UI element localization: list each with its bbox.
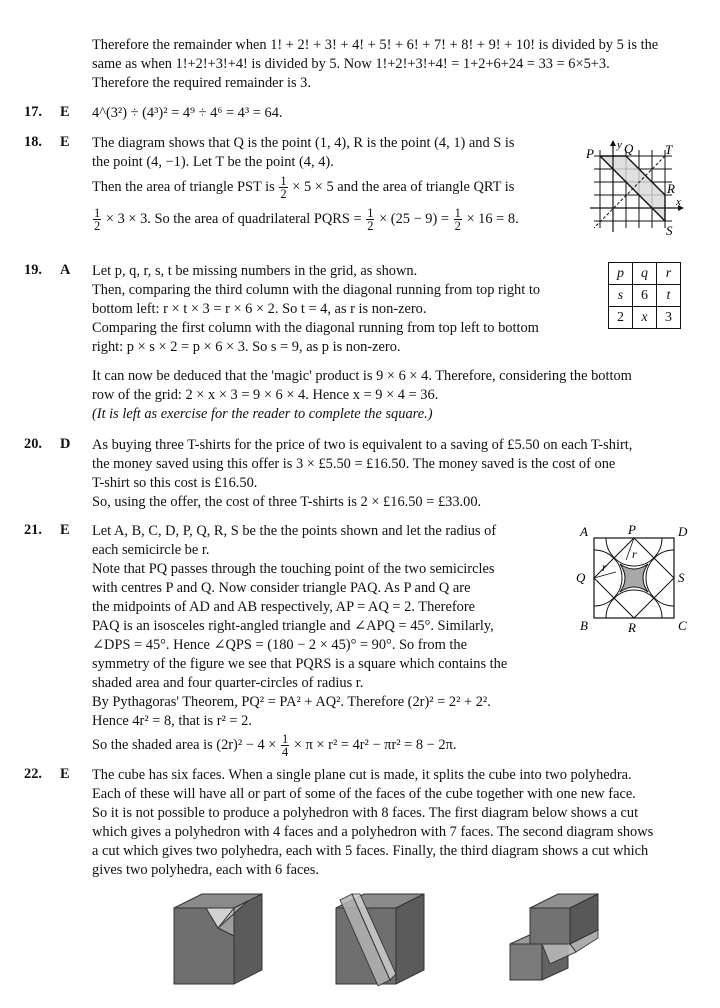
q18-line-4 (92, 207, 519, 232)
q22-line-4: which gives a polyhedron with 4 faces and a polyhedron with 7 faces. The second diagram shows (92, 824, 654, 840)
q22-line-3: So it is not possible to produce a polyhedron with 8 faces. The first diagram below shows a cut (92, 805, 639, 821)
intro-line-3: Therefore the required remainder is 3. (92, 75, 311, 91)
grid-cell: 3 (657, 307, 681, 329)
q18-line-3 (92, 175, 514, 200)
q18-line-3b: × 5 × 5 and the area of triangle QRT is (292, 178, 515, 195)
q19-magic-grid (608, 262, 681, 329)
q20-line-1: As buying three T-shirts for the price of two is equivalent to a saving of £5.50 on each T-shirt, (92, 437, 633, 453)
q21-label-B: B (580, 618, 588, 633)
cube-diagram-2 (330, 888, 430, 990)
q21-line-10: By Pythagoras' Theorem, PQ² = PA² + AQ². Therefore (2r)² = 2² + 2². (92, 694, 491, 710)
q21-label-r1: r (632, 547, 637, 561)
q18-line-2: the point (4, −1). Let T be the point (4, 4). (92, 154, 334, 170)
q22-line-6: gives two polyhedra, each with 6 faces. (92, 862, 319, 878)
q20-line-3: T-shirt so this cost is £16.50. (92, 475, 258, 491)
q21-line-5: the midpoints of AD and AB respectively, AP = AQ = 2. Therefore (92, 599, 475, 615)
grid-cell: s (609, 285, 633, 307)
q18-half-fraction-3: $\frac{1}{2}$ (367, 206, 374, 233)
q21-answer: E (60, 522, 70, 538)
q21-semicircle-diagram (574, 520, 690, 638)
cube-diagram-1 (168, 888, 268, 990)
grid-cell: p (609, 263, 633, 285)
q21-line-1: Let A, B, C, D, P, Q, R, S be the the points shown and let the radius of (92, 523, 497, 539)
grid-cell: x (633, 307, 657, 329)
q22-line-2: Each of these will have all or part of some of the faces of the cube together with one new face. (92, 786, 636, 802)
q20-number: 20. (24, 436, 42, 452)
q21-label-P: P (628, 522, 636, 537)
q21-line-3: Note that PQ passes through the touching point of the two semicircles (92, 561, 495, 577)
q18-number: 18. (24, 134, 42, 150)
q18-label-R: R (667, 181, 675, 196)
q21-line-7: ∠DPS = 45°. Hence ∠QPS = (180 − 2 × 45)° = 90°. So from the (92, 637, 467, 653)
q19-line-7: row of the grid: 2 × x × 3 = 9 × 6 × 4. Hence x = 9 × 4 = 36. (92, 387, 439, 403)
q19-line-8: (It is left as exercise for the reader to complete the square.) (92, 406, 433, 422)
q18-line-4a: × 3 × 3. So the area of quadrilateral PQRS = (105, 210, 362, 227)
q18-half-fraction-1: $\frac{1}{2}$ (280, 174, 287, 201)
q18-answer: E (60, 134, 70, 150)
grid-cell: t (657, 285, 681, 307)
q18-half-fraction-2: $\frac{1}{2}$ (94, 206, 101, 233)
q22-answer: E (60, 766, 70, 782)
q21-line-12a: So the shaded area is (2r)² − 4 × (92, 736, 277, 753)
q21-line-2: each semicircle be r. (92, 542, 210, 558)
q20-line-2: the money saved using this offer is 3 × £5.50 = £16.50. The money saved is the cost of one (92, 456, 616, 472)
q21-line-12b: × π × r² = 4r² − πr² = 8 − 2π. (293, 736, 457, 753)
q17-number: 17. (24, 104, 42, 120)
q19-line-1: Let p, q, r, s, t be missing numbers in the grid, as shown. (92, 263, 418, 279)
intro-line-1: Therefore the remainder when 1! + 2! + 3! + 4! + 5! + 6! + 7! + 8! + 9! + 10! is divided by 5 is the (92, 37, 659, 53)
q19-line-6: It can now be deduced that the 'magic' product is 9 × 6 × 4. Therefore, considering the bottom (92, 368, 632, 384)
grid-cell: 2 (609, 307, 633, 329)
q21-number: 21. (24, 522, 42, 538)
q19-line-2: Then, comparing the third column with the diagonal running from top right to (92, 282, 541, 298)
q21-line-12 (92, 733, 456, 758)
q18-label-y: y (617, 139, 622, 151)
intro-line-2: same as when 1!+2!+3!+4! is divided by 5. Now 1!+2!+3!+4! = 1+2+6+24 = 33 = 6×5+3. (92, 56, 610, 72)
q21-line-8: symmetry of the figure we see that PQRS is a square which contains the (92, 656, 508, 672)
q21-label-Q: Q (576, 570, 586, 585)
q18-line-1: The diagram shows that Q is the point (1, 4), R is the point (4, 1) and S is (92, 135, 515, 151)
grid-cell: r (657, 263, 681, 285)
q21-label-D: D (678, 524, 688, 539)
grid-cell: q (633, 263, 657, 285)
q21-label-S: S (678, 570, 685, 585)
q20-line-4: So, using the offer, the cost of three T-shirts is 2 × £16.50 = £33.00. (92, 494, 482, 510)
q21-label-R: R (628, 620, 636, 635)
q18-label-S: S (666, 223, 673, 238)
q22-line-5: a cut which gives two polyhedra, each with 5 faces. Finally, the third diagram shows a cut which (92, 843, 649, 859)
q19-line-4: Comparing the first column with the diagonal running from top left to bottom (92, 320, 539, 336)
q18-grid-diagram (580, 136, 690, 240)
q18-line-4b: × (25 − 9) = (379, 210, 449, 227)
cube-diagram-3 (506, 884, 610, 990)
q22-line-1: The cube has six faces. When a single plane cut is made, it splits the cube into two polyhedra. (92, 767, 632, 783)
q21-shaded-region (620, 564, 648, 592)
q20-answer: D (60, 436, 71, 452)
q19-line-5: right: p × s × 2 = p × 6 × 3. So s = 9, as p is non-zero. (92, 339, 401, 355)
q18-label-x: x (676, 196, 681, 208)
q22-number: 22. (24, 766, 42, 782)
q18-label-P: P (586, 146, 594, 161)
q21-line-11: Hence 4r² = 8, that is r² = 2. (92, 713, 252, 729)
q18-label-Q: Q (624, 141, 634, 156)
q19-line-3: bottom left: r × t × 3 = r × 6 × 2. So t = 4, as r is non-zero. (92, 301, 427, 317)
q21-quarter-fraction: $\frac{1}{4}$ (282, 732, 289, 759)
q21-line-6: PAQ is an isosceles right-angled triangle and ∠APQ = 45°. Similarly, (92, 618, 494, 634)
q18-line-3a: Then the area of triangle PST is (92, 178, 275, 195)
q18-label-T: T (665, 142, 673, 157)
q19-number: 19. (24, 262, 42, 278)
q18-half-fraction-4: $\frac{1}{2}$ (454, 206, 461, 233)
grid-cell: 6 (633, 285, 657, 307)
q17-text: 4^(3²) ÷ (4³)² = 4⁹ ÷ 4⁶ = 4³ = 64. (92, 105, 283, 121)
q19-answer: A (60, 262, 71, 278)
q21-label-r2: r (602, 560, 607, 574)
q21-label-A: A (580, 524, 588, 539)
q21-label-C: C (678, 618, 687, 633)
q18-line-4c: × 16 = 8. (466, 210, 519, 227)
q21-line-9: shaded area and four quarter-circles of radius r. (92, 675, 364, 691)
q21-line-4: with centres P and Q. Now consider triangle PAQ. As P and Q are (92, 580, 471, 596)
q17-answer: E (60, 104, 70, 120)
